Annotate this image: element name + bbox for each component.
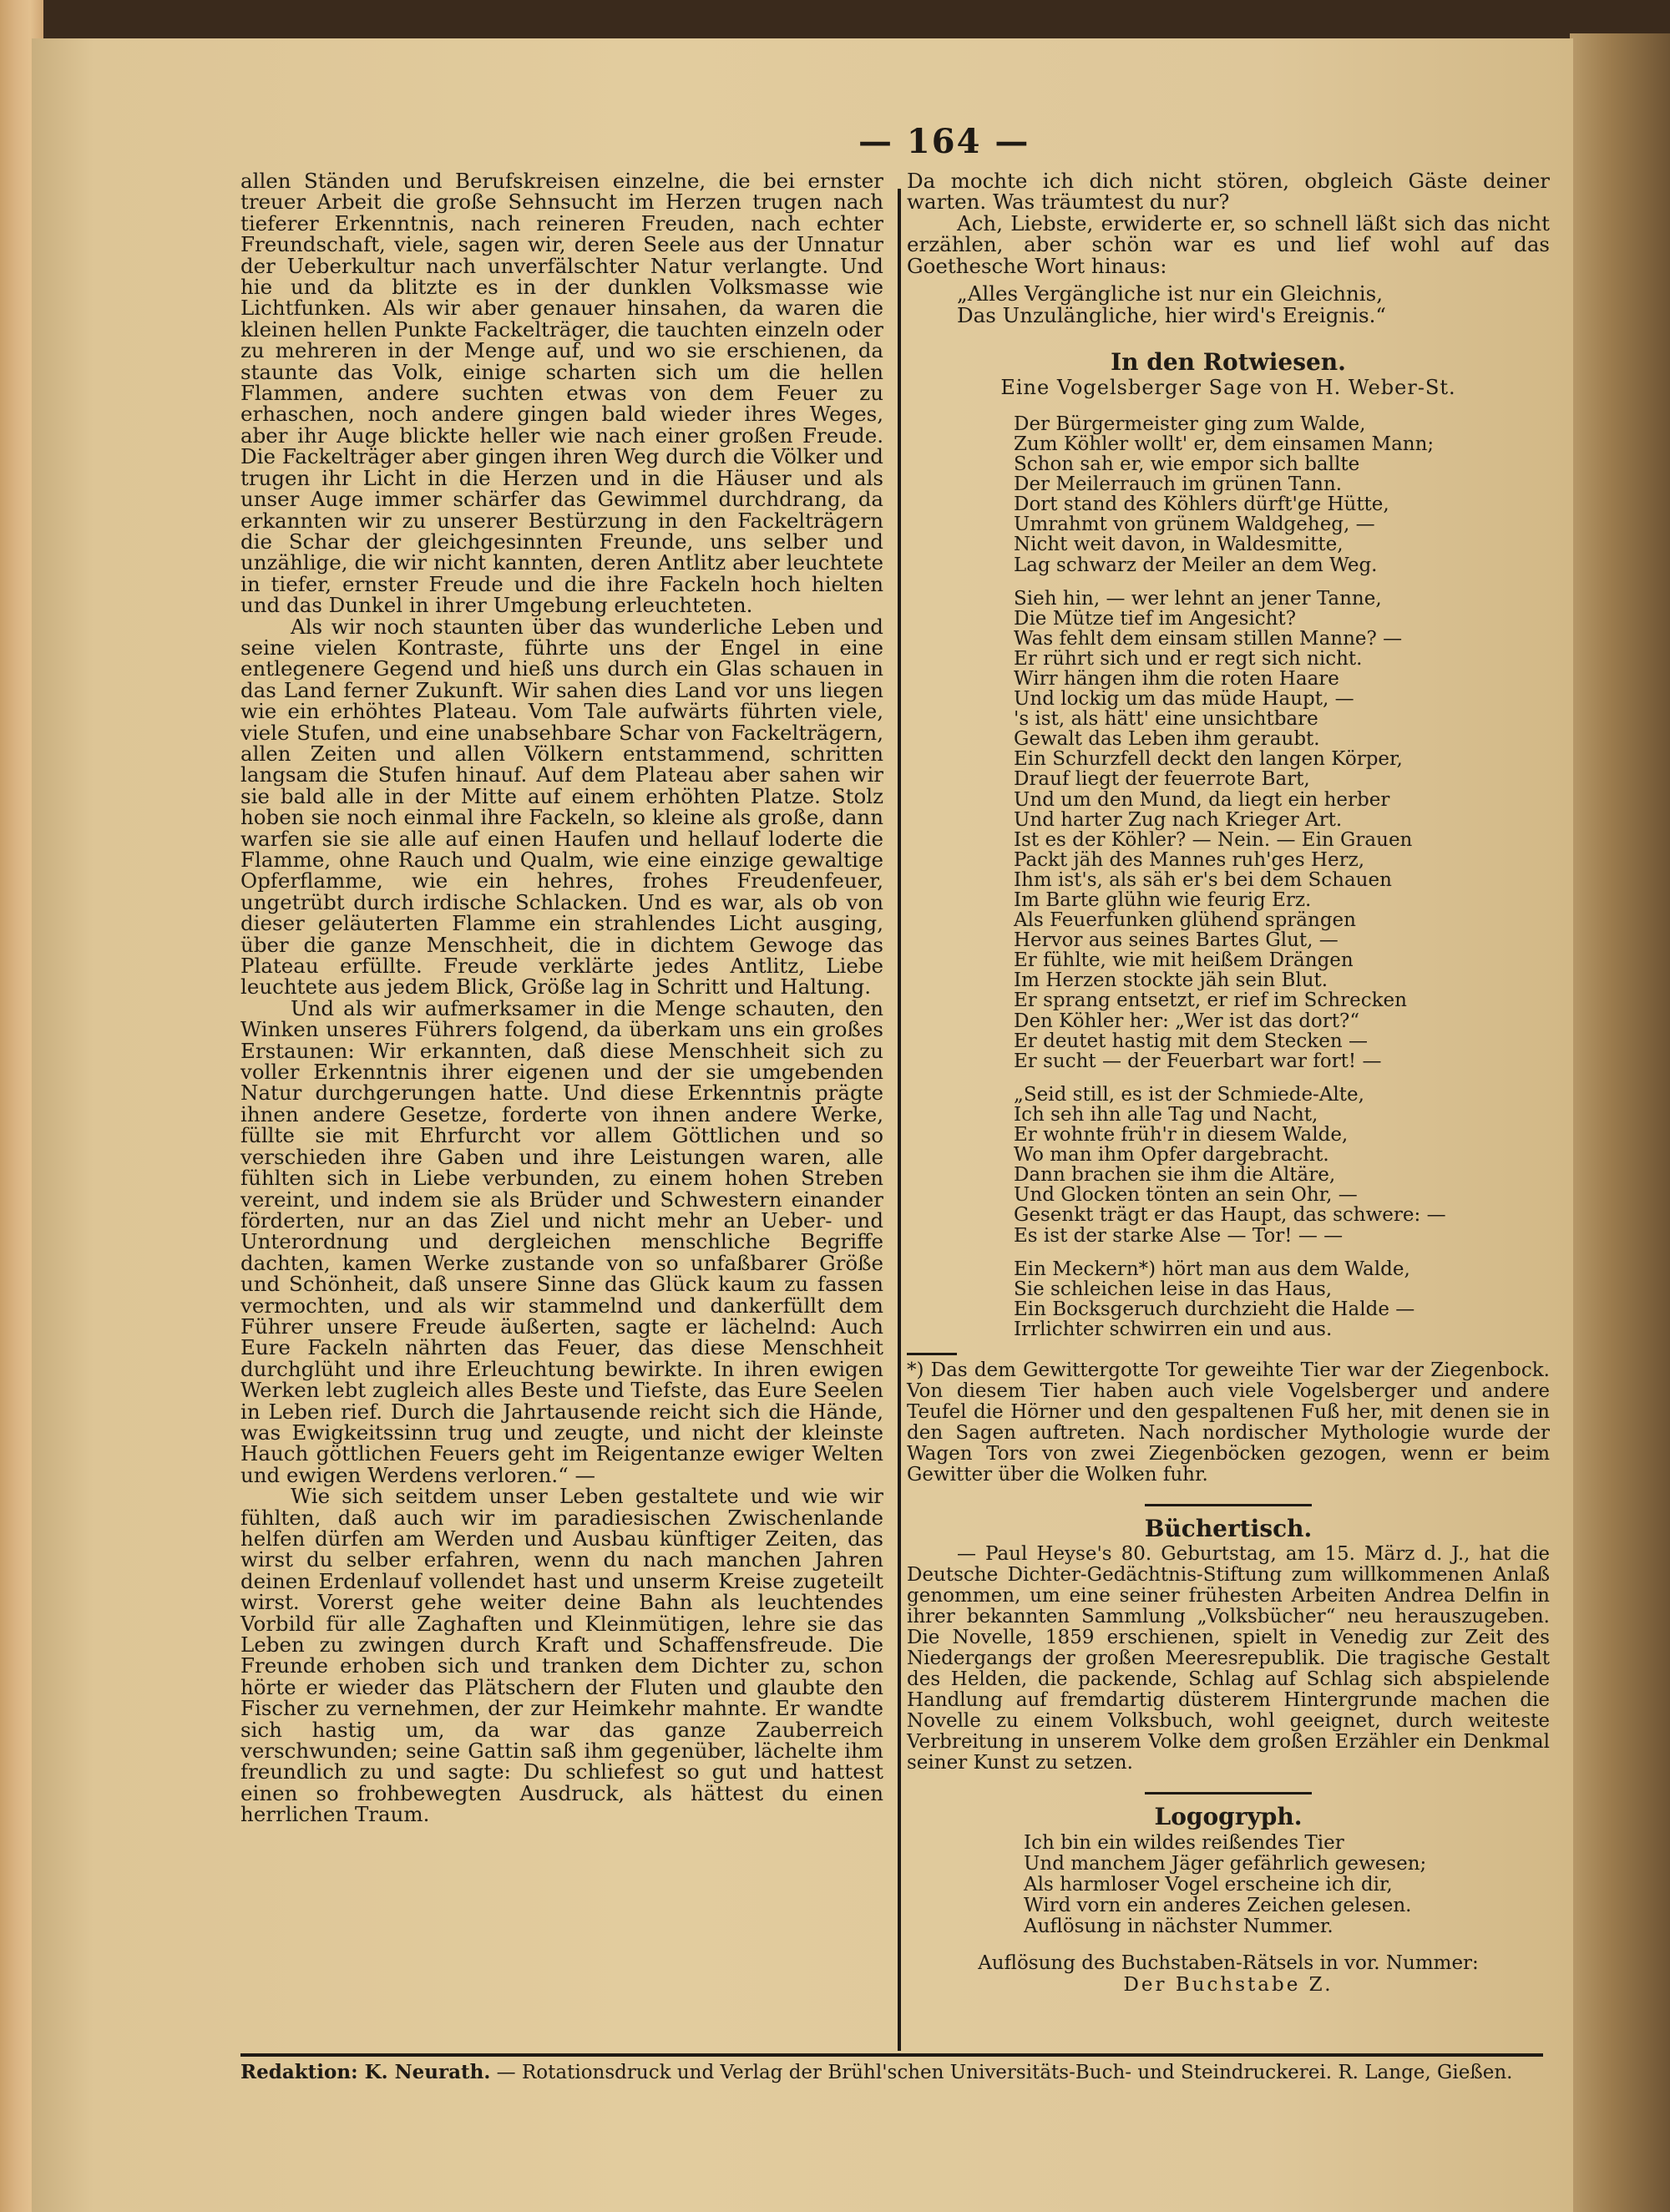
poem-line: Drauf liegt der feuerrote Bart, [1014,768,1310,791]
footnote-rule [907,1353,957,1355]
poem-line: Und harter Zug nach Krieger Art. [1014,808,1343,831]
section-separator [1145,1792,1312,1794]
page-number: — 164 — [858,122,1030,161]
poem-stanza-1 [1014,414,1550,575]
poem-line: Als Feuerfunken glühend sprängen [1014,909,1356,932]
poem-stanza-4 [1014,1259,1550,1339]
poem-line: Wo man ihm Opfer dargebracht. [1014,1144,1329,1167]
poem-line: Was fehlt dem einsam stillen Manne? — [1014,627,1403,650]
poem-line: Dort stand des Köhlers dürft'ge Hütte, [1014,494,1389,516]
poem-line: 's ist, als hätt' eine unsichtbare [1014,708,1318,731]
poem-line: Er fühlte, wie mit heißem Drängen [1014,949,1354,972]
poem-subtitle: Eine Vogelsberger Sage von H. Weber-St. [1000,376,1456,400]
imprint-printer: — Rotationsdruck und Verlag der Brühl'schen Universitäts-Buch- und Steindruckerei. R. Lange, Gießen. [490,2062,1513,2083]
logogriph-riddle [1024,1833,1550,1937]
poem-line: Umrahmt von grünem Waldgeheg, — [1014,514,1375,536]
section-separator [1145,1504,1312,1506]
poem-line: Es ist der starke Alse — Tor! — — [1014,1224,1344,1247]
poem-line: Packt jäh des Mannes ruh'ges Herz, [1014,848,1365,871]
quote-line: „Alles Vergängliche ist nur ein Gleichnis, [957,281,1384,306]
newspaper-page [32,38,1573,2212]
riddle-line: Ich bin ein wildes reißendes Tier [1024,1831,1344,1854]
poem-stanza-3 [1014,1085,1550,1246]
riddle-line: Und manchem Jäger gefährlich gewesen; [1024,1852,1427,1875]
poem-line: „Seid still, es ist der Schmiede-Alte, [1014,1083,1364,1106]
poem-line: Er sucht — der Feuerbart war fort! — [1014,1050,1382,1072]
books-title: Büchertisch. [1144,1514,1313,1542]
poem-line: Der Meilerrauch im grünen Tann. [1014,473,1343,496]
poem-line: Hervor aus seines Bartes Glut, — [1014,929,1339,952]
story-paragraph-2: Als wir noch staunten über das wunderliche Leben und seine vielen Kontraste, führte uns der Engel in eine entlegenere Gegend und hieß uns durch ein Glas schauen in das Land ferner Zukunft. Wir sahen dies Land vor uns liegen wie ein erhöhtes Plateau. Vom Tale aufwärts führten viele, viele Stufen, und eine unabsehbare Schar von Fackelträgern, allen Zeiten und allen Völkern entstammend, schritten langsam die Stufen hinauf. Auf dem Plateau aber sahen wir sie bald alle in der Mitte auf einem erhöhten Platze. Stolz hoben sie noch einmal ihre Fackeln, so kleine als große, dann warfen sie sie alle auf einen Haufen und hellauf loderte die Flamme, ohne Rauch und Qualm, wie eine einzige gewaltige Opferflamme, wie ein hehres, frohes Freudenfeuer, ungetrübt durch irdische Schlacken. Und es war, als ob von dieser geläuterten Flamme ein strahlendes Licht ausging, über die ganze Menschheit, die in dichtem Gewoge das Plateau erfüllte. Freude verklärte jedes Antlitz, Liebe leuchtete aus jedem Blick, Größe lag in Schritt und Haltung. [240,614,883,1000]
imprint [240,2061,1543,2083]
poem-line: Ein Bocksgeruch durchzieht die Halde — [1014,1298,1415,1320]
poem-line: Sieh hin, — wer lehnt an jener Tanne, [1014,587,1382,610]
story-paragraph-3: Und als wir aufmerksamer in die Menge schauten, den Winken unseres Führers folgend, da überkam uns ein großes Erstaunen: Wir erkannten, daß diese Menschheit sich zu voller Erkenntnis ihrer eigenen und der sie umgebenden Natur durchgerungen hatte. Und diese Erkenntnis prägte ihnen andere Gesetze, forderte von ihnen andere Werke, füllte sie mit Ehrfurcht vor allem Göttlichen und so verschieden ihre Gaben und ihre Leistungen waren, alle fühlten sich in Liebe verbunden, zu einem hohen Streben vereint, und indem sie als Brüder und Schwestern einander förderten, nur an das Ziel und nicht mehr an Ueber- und Unterordnung und dergleichen menschliche Begriffe dachten, kamen Werke zustande von so unfaßbarer Größe und Schönheit, daß unsere Sinne das Glück kaum zu fassen vermochten, und als wir stammelnd und dankerfüllt dem Führer unsere Freude äußerten, sagte er lächelnd: Auch Eure Fackeln nährten das Feuer, das diese Menschheit durchglüht und ihre Erleuchtung bewirkte. In ihren ewigen Werken lebt zugleich alles Beste und Tiefste, das Eure Seelen in Leben rief. Durch die Jahrtausende reicht sich die Hände, was Ewigkeitssinn trug und zeugte, und nicht der kleinste Hauch göttlichen Feuers geht im Reigentanze ewiger Welten und ewigen Werdens verloren.“ — [240,995,883,1487]
story-continuation-1: Da mochte ich dich nicht stören, obgleich Gäste deiner warten. Was träumtest du nur? [907,169,1550,215]
goethe-quote [957,283,1550,326]
poem-line: Nicht weit davon, in Waldesmitte, [1014,534,1344,556]
poem-line: Und um den Mund, da liegt ein herber [1014,788,1390,811]
poem-line: Die Mütze tief im Angesicht? [1014,607,1297,630]
poem-line: Er deutet hastig mit dem Stecken — [1014,1030,1368,1052]
story-paragraph-4: Wie sich seitdem unser Leben gestaltete und wie wir fühlten, daß auch wir im paradiesischen Zwischenlande helfen dürfen am Werden und Ausbau künftiger Zeiten, das wirst du selber erfahren, wenn du nach manchen Jahren deinen Erdenlauf vollendet hast und unserm Kreise zugeteilt wirst. Vorerst gehe weiter deine Bahn als leuchtendes Vorbild für alle Zaghaften und Kleinmütigen, lehre sie das Leben zu zwingen durch Kraft und Schaffensfreude. Die Freunde erhoben sich und tranken dem Dichter zu, schon hörte er wieder das Plätschern der Fluten und glaubte den Fischer zu vernehmen, der zur Heimkehr mahnte. Er wandte sich hastig um, da war das ganze Zauberreich verschwunden; seine Gattin saß ihm gegenüber, lächelte ihm freundlich zu und sagte: Du schliefest so gut und hattest einen so frohbewegten Ausdruck, als hättest du einen herrlichen Traum. [240,1484,883,1827]
poem-line: Im Barte glühn wie feurig Erz. [1014,889,1312,911]
poem-line: Gesenkt trägt er das Haupt, das schwere: — [1014,1204,1446,1227]
poem-line: Sie schleichen leise in das Haus, [1014,1278,1333,1300]
poem-line: Ein Schurzfell deckt den langen Körper, [1014,748,1403,771]
poem-line: Irrlichter schwirren ein und aus. [1014,1318,1333,1340]
poem-line: Ich seh ihn alle Tag und Nacht, [1014,1103,1318,1126]
poem-line: Und Glocken tönten an sein Ohr, — [1014,1184,1358,1207]
riddle-line: Auflösung in nächster Nummer. [1024,1915,1333,1937]
poem-line: Ein Meckern*) hört man aus dem Walde, [1014,1258,1410,1280]
imprint-rule [240,2053,1543,2057]
poem-line: Den Köhler her: „Wer ist das dort?“ [1014,1010,1360,1032]
left-column [240,170,883,1825]
poem-line: Ist es der Köhler? — Nein. — Ein Grauen [1014,828,1413,851]
poem-line: Zum Köhler wollt' er, dem einsamen Mann; [1014,433,1435,455]
imprint-editor: Redaktion: K. Neurath. [240,2061,491,2083]
poem [1014,414,1550,1339]
story-continuation-2: Ach, Liebste, erwiderte er, so schnell läßt sich das nicht erzählen, aber schön war es und lief wohl auf das Goethesche Wort hinaus: [907,210,1550,278]
poem-line: Ihm ist's, als säh er's bei dem Schauen [1014,868,1392,891]
poem-line: Im Herzen stockte jäh sein Blut. [1014,969,1328,992]
riddle-line: Wird vorn ein anderes Zeichen gelesen. [1024,1894,1412,1916]
riddle-line: Als harmloser Vogel erscheine ich dir, [1024,1873,1393,1896]
quote-line: Das Unzulängliche, hier wird's Ereignis.“ [957,303,1386,328]
riddle-solution [907,1952,1550,1996]
page-edge-shadow [1570,33,1670,2212]
poem-line: Er wohnte früh'r in diesem Walde, [1014,1124,1349,1146]
column-divider [898,189,901,2051]
poem-line: Er rührt sich und er regt sich nicht. [1014,647,1363,670]
poem-line: Und lockig um das müde Haupt, — [1014,688,1354,711]
footnote: *) Das dem Gewittergotte Tor geweihte Tier war der Ziegenbock. Von diesem Tier haben auch viele Vogelsberger und andere Teufel die Hörner und den gespaltenen Fuß her, mit denen sie in den Sagen auftreten. Nach nordischer Mythologie wurde der Wagen Tors von zwei Ziegenböcken gezogen, wenn er beim Gewitter über die Wolken fuhr. [907,1359,1550,1486]
story-paragraph-1: allen Ständen und Berufskreisen einzelne, die bei ernster treuer Arbeit die große Sehnsucht im Herzen trugen nach tieferer Erkenntnis, nach reineren Freuden, nach echter Freundschaft, viele, sagen wir, deren Seele aus der Unnatur der Ueberkultur nach unverfälschter Natur verlangte. Und hie und da blitzte es in der dunklen Volksmasse wie Lichtfunken. Als wir aber genauer hinsahen, da waren die kleinen hellen Punkte Fackelträger, die tauchten einzeln oder zu mehreren in der Menge auf, und wo sie erschienen, da staunte das Volk, einige scharten sich um die hellen Flammen, andere suchten etwas von dem Feuer zu erhaschen, noch andere gingen bald wieder ihres Weges, aber ihr Auge blickte heller wie nach einer großen Freude. Die Fackelträger aber gingen ihren Weg durch die Völker und trugen ihr Licht in die Herzen und in die Häuser und als unser Auge immer schärfer das Gewimmel durchdrang, da erkannten wir zu unserer Bestürzung in den Fackelträgern die Schar der gleichgesinnten Freunde, uns selber und unzählige, die wir nicht kannten, deren Antlitz aber leuchtete in tiefer, ernster Freude und die ihre Fackeln hoch hielten und das Dunkel in ihrer Umgebung erleuchteten. [240,169,883,618]
right-column [907,170,1550,1996]
poem-line: Schon sah er, wie empor sich ballte [1014,453,1360,476]
logogriph-title: Logogryph. [1154,1803,1303,1831]
poem-line: Wirr hängen ihm die roten Haare [1014,667,1339,690]
poem-line: Der Bürgermeister ging zum Walde, [1014,413,1366,435]
poem-title: In den Rotwiesen. [1111,348,1346,377]
solution-label: Auflösung des Buchstaben-Rätsels in vor. Nummer: [978,1951,1479,1974]
solution-answer: Der Buchstabe Z. [1123,1973,1333,1996]
poem-line: Er sprang entsetzt, er rief im Schrecken [1014,990,1407,1012]
poem-line: Gewalt das Leben ihm geraubt. [1014,728,1320,751]
poem-line: Lag schwarz der Meiler an dem Weg. [1014,554,1378,576]
book-review: — Paul Heyse's 80. Geburtstag, am 15. März d. J., hat die Deutsche Dichter-Gedächtnis-Stiftung zum willkommenen Anlaß genommen, um eine seiner frühesten Arbeiten Andrea Delfin in ihrer bekannten Sammlung „Volksbücher“ neu herauszugeben. Die Novelle, 1859 erschienen, spielt in Venedig zur Zeit des Niedergangs der großen Meeresrepublik. Die tragische Gestalt des Helden, die packende, Schlag auf Schlag sich abspielende Handlung auf fremdartig düsterem Hintergrunde machen die Novelle zu einem Volksbuch, wohl geeignet, durch weiteste Verbreitung in unserem Volke dem großen Erzähler ein Denkmal seiner Kunst zu setzen. [907,1543,1550,1774]
poem-line: Dann brachen sie ihm die Altäre, [1014,1164,1336,1187]
poem-stanza-2 [1014,589,1550,1071]
